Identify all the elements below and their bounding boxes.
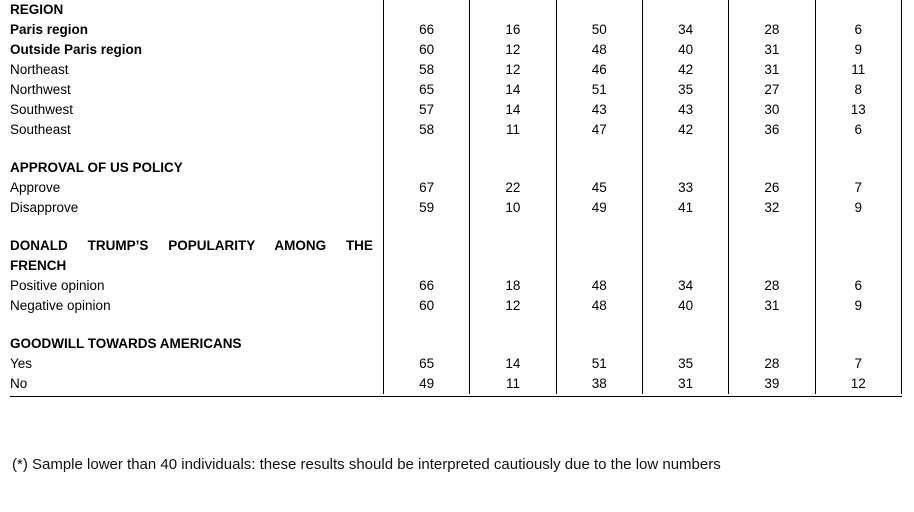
table-section-heading-text: DONALD TRUMP’S POPULARITY AMONG THE: [10, 238, 373, 253]
table-cell-value: 42: [642, 120, 728, 140]
table-cell-empty: [556, 334, 642, 354]
table-cell-value: 34: [642, 276, 728, 296]
table-cell-empty: [815, 158, 901, 178]
table-row-label: Northwest: [10, 80, 383, 100]
table-cell-value: 6: [815, 276, 901, 296]
table-cell-value: 40: [642, 296, 728, 316]
table-cell-value: 28: [729, 354, 815, 374]
table-cell-empty: [470, 218, 556, 236]
table-cell-value: 27: [729, 80, 815, 100]
table-cell-empty: [470, 0, 556, 20]
table-cell-empty: [556, 140, 642, 158]
table-cell-value: 42: [642, 60, 728, 80]
table-cell-value: 9: [815, 40, 901, 60]
table-cell-empty: [383, 0, 469, 20]
table-cell-value: 35: [642, 354, 728, 374]
table-cell-value: 31: [642, 374, 728, 394]
table-cell-value: 11: [470, 374, 556, 394]
table-section-heading-text: FRENCH: [10, 258, 67, 273]
table-cell-empty: [729, 334, 815, 354]
table-cell-value: 49: [383, 374, 469, 394]
table-cell-value: 65: [383, 354, 469, 374]
table-row-label: Southwest: [10, 100, 383, 120]
table-cell-empty: [556, 218, 642, 236]
table-row: [10, 80, 902, 100]
table-cell-empty: [729, 316, 815, 334]
table-cell-value: 67: [383, 178, 469, 198]
table-cell-value: 43: [556, 100, 642, 120]
table-cell-value: 58: [383, 120, 469, 140]
table-cell-empty: [556, 158, 642, 178]
table-cell-value: 40: [642, 40, 728, 60]
table-row: [10, 296, 902, 316]
table-cell-empty: [383, 334, 469, 354]
table-cell-empty: [556, 256, 642, 276]
table-row: [10, 198, 902, 218]
table-cell-value: 39: [729, 374, 815, 394]
table-cell-value: 51: [556, 354, 642, 374]
table-cell-empty: [815, 236, 901, 256]
table-row-label: No: [10, 374, 383, 394]
table-cell-empty: [470, 316, 556, 334]
table-cell-empty: [642, 140, 728, 158]
table-section-heading-row: [10, 256, 902, 276]
table-cell-value: 28: [729, 20, 815, 40]
table-cell-value: 11: [470, 120, 556, 140]
table-cell-value: 48: [556, 276, 642, 296]
table-bottom-rule-cell: [383, 394, 469, 397]
table-cell-value: 31: [729, 60, 815, 80]
table-cell-value: 59: [383, 198, 469, 218]
table-cell-value: 32: [729, 198, 815, 218]
table-section-heading-text: APPROVAL OF US POLICY: [10, 160, 183, 175]
table-cell-value: 7: [815, 354, 901, 374]
table-section-heading-row: [10, 158, 902, 178]
table-cell-empty: [729, 158, 815, 178]
table-cell-value: 16: [470, 20, 556, 40]
statistics-table-container: [10, 0, 904, 397]
table-row-label: Paris region: [10, 20, 383, 40]
table-cell-value: 22: [470, 178, 556, 198]
table-section-heading-text: GOODWILL TOWARDS AMERICANS: [10, 336, 242, 351]
table-row-label: Approve: [10, 178, 383, 198]
table-cell-value: 12: [815, 374, 901, 394]
table-row: [10, 374, 902, 394]
table-cell-empty: [470, 236, 556, 256]
table-cell-value: 31: [729, 296, 815, 316]
table-cell-value: 7: [815, 178, 901, 198]
table-row: [10, 40, 902, 60]
table-cell-value: 31: [729, 40, 815, 60]
table-section-heading: [10, 334, 383, 354]
table-cell-empty: [729, 236, 815, 256]
table-cell-value: 30: [729, 100, 815, 120]
table-cell-value: 11: [815, 60, 901, 80]
table-cell-value: 66: [383, 20, 469, 40]
table-bottom-rule-cell: [815, 394, 901, 397]
table-row-label: Positive opinion: [10, 276, 383, 296]
table-cell-empty: [642, 256, 728, 276]
table-bottom-rule-cell: [642, 394, 728, 397]
table-cell-empty: [815, 256, 901, 276]
table-bottom-rule-cell: [556, 394, 642, 397]
table-cell-empty: [470, 140, 556, 158]
table-row-label: Outside Paris region: [10, 40, 383, 60]
table-cell-empty: [470, 158, 556, 178]
table-cell-value: 60: [383, 40, 469, 60]
table-cell-value: 28: [729, 276, 815, 296]
table-cell-value: 65: [383, 80, 469, 100]
table-cell-empty: [556, 316, 642, 334]
table-bottom-rule-cell: [729, 394, 815, 397]
table-spacer-row: [10, 140, 902, 158]
table-cell-value: 66: [383, 276, 469, 296]
table-cell-value: 41: [642, 198, 728, 218]
table-cell-value: 12: [470, 60, 556, 80]
table-cell-value: 38: [556, 374, 642, 394]
table-cell-value: 8: [815, 80, 901, 100]
table-spacer-row: [10, 316, 902, 334]
table-cell-value: 9: [815, 296, 901, 316]
table-row: [10, 100, 902, 120]
table-cell-value: 13: [815, 100, 901, 120]
table-cell-empty: [815, 334, 901, 354]
table-cell-value: 9: [815, 198, 901, 218]
table-cell-value: 47: [556, 120, 642, 140]
table-cell-value: 6: [815, 120, 901, 140]
table-cell-empty: [470, 256, 556, 276]
table-row: [10, 60, 902, 80]
table-section-heading: [10, 256, 383, 276]
table-cell-value: 10: [470, 198, 556, 218]
table-cell-empty: [642, 316, 728, 334]
table-section-heading-row: [10, 0, 902, 20]
table-cell-value: 26: [729, 178, 815, 198]
table-row: [10, 178, 902, 198]
table-cell-value: 33: [642, 178, 728, 198]
table-cell-empty: [383, 256, 469, 276]
table-cell-empty: [642, 236, 728, 256]
table-cell-value: 6: [815, 20, 901, 40]
table-cell-value: 12: [470, 296, 556, 316]
table-section-heading-text: REGION: [10, 2, 64, 17]
table-bottom-rule-cell: [10, 394, 383, 397]
table-cell-value: 12: [470, 40, 556, 60]
table-section-heading: [10, 0, 383, 20]
footnote-text: (*) Sample lower than 40 individuals: these results should be interpreted cautiously due to the low numbers: [12, 456, 721, 473]
table-cell-value: 14: [470, 354, 556, 374]
table-row: [10, 20, 902, 40]
table-cell-empty: [383, 158, 469, 178]
table-cell-value: 14: [470, 80, 556, 100]
table-cell-value: 18: [470, 276, 556, 296]
table-cell-empty: [815, 218, 901, 236]
table-cell-empty: [383, 316, 469, 334]
table-cell-empty: [383, 140, 469, 158]
table-row: [10, 120, 902, 140]
table-bottom-rule-cell: [470, 394, 556, 397]
table-section-heading-row: [10, 236, 902, 256]
table-cell-empty: [556, 0, 642, 20]
table-cell-empty: [642, 334, 728, 354]
table-cell-value: 45: [556, 178, 642, 198]
table-cell-empty: [729, 140, 815, 158]
table-cell-value: 51: [556, 80, 642, 100]
table-cell-value: 50: [556, 20, 642, 40]
table-row-label: Southeast: [10, 120, 383, 140]
table-cell-value: 34: [642, 20, 728, 40]
table-cell-empty: [642, 158, 728, 178]
table-cell-value: 43: [642, 100, 728, 120]
table-section-heading: [10, 236, 383, 256]
table-cell-value: 60: [383, 296, 469, 316]
table-bottom-rule: [10, 394, 902, 397]
table-cell-empty: [642, 218, 728, 236]
table-cell-empty: [729, 256, 815, 276]
table-cell-empty: [729, 0, 815, 20]
statistics-table: [10, 0, 902, 397]
table-cell-value: 58: [383, 60, 469, 80]
table-cell-empty: [556, 236, 642, 256]
table-spacer-row: [10, 218, 902, 236]
table-cell-value: 46: [556, 60, 642, 80]
table-section-heading-row: [10, 334, 902, 354]
table-cell-value: 14: [470, 100, 556, 120]
table-cell-value: 36: [729, 120, 815, 140]
table-cell-empty: [383, 236, 469, 256]
table-cell-value: 48: [556, 296, 642, 316]
table-cell-value: 57: [383, 100, 469, 120]
table-row-label: Negative opinion: [10, 296, 383, 316]
table-cell-empty: [815, 316, 901, 334]
table-section-heading: [10, 158, 383, 178]
table-row-label: Yes: [10, 354, 383, 374]
table-row-label: Disapprove: [10, 198, 383, 218]
table-cell-empty: [815, 140, 901, 158]
table-row: [10, 354, 902, 374]
table-spacer-cell: [10, 218, 383, 236]
table-spacer-cell: [10, 140, 383, 158]
table-cell-empty: [642, 0, 728, 20]
table-cell-empty: [815, 0, 901, 20]
table-cell-value: 48: [556, 40, 642, 60]
table-cell-empty: [383, 218, 469, 236]
table-body: [10, 0, 902, 397]
table-cell-value: 49: [556, 198, 642, 218]
table-cell-empty: [470, 334, 556, 354]
table-row-label: Northeast: [10, 60, 383, 80]
table-cell-value: 35: [642, 80, 728, 100]
table-spacer-cell: [10, 316, 383, 334]
table-row: [10, 276, 902, 296]
table-cell-empty: [729, 218, 815, 236]
